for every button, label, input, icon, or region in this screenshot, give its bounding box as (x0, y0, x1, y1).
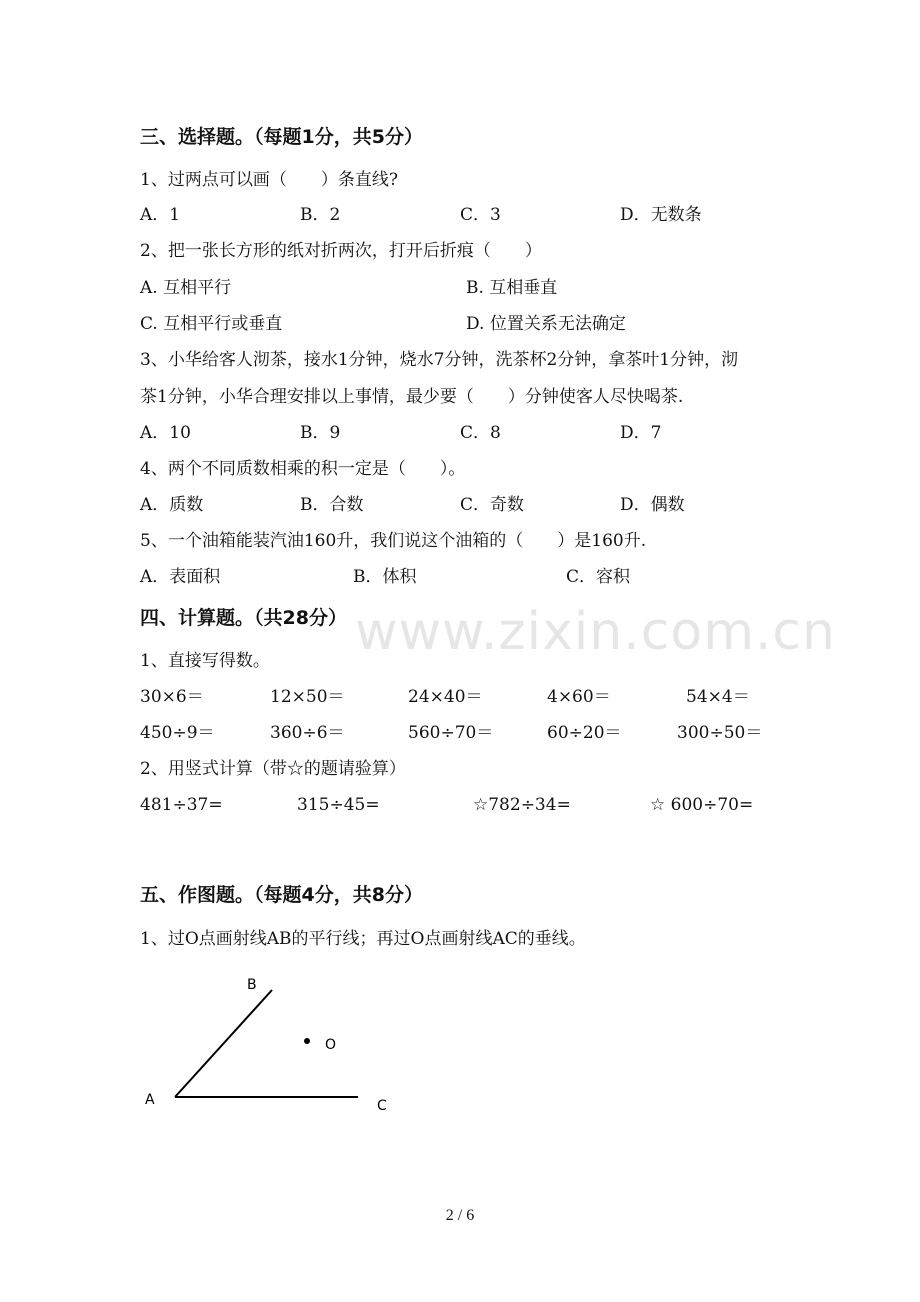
option: C．奇数 (460, 495, 525, 515)
calc-item: ☆ 600÷70= (650, 795, 754, 815)
question-3-4: 4、两个不同质数相乘的积一定是（ ）。 (140, 459, 466, 479)
calc-item: 315÷45= (297, 795, 380, 815)
question-4-2: 2、用竖式计算（带☆的题请验算） (140, 759, 406, 779)
option: D. 位置关系无法确定 (466, 314, 626, 334)
option: B. 互相垂直 (466, 278, 558, 298)
page-number: 2 / 6 (445, 1207, 475, 1224)
option: A．10 (140, 423, 191, 443)
point-o (304, 1038, 310, 1044)
option: D．无数条 (620, 205, 702, 225)
calc-item: 560÷70＝ (408, 723, 494, 743)
question-3-5: 5、一个油箱能装汽油160升，我们说这个油箱的（ ）是160升. (140, 531, 647, 551)
option: B．体积 (353, 567, 417, 587)
calc-item: ☆782÷34= (473, 795, 571, 815)
option: B．9 (300, 423, 341, 443)
section3-title: 三、选择题。（每题1分，共5分） (140, 126, 423, 148)
option: B．合数 (300, 495, 364, 515)
option: C. 互相平行或垂直 (140, 314, 283, 334)
question-3-3-cont: 茶1分钟，小华合理安排以上事情，最少要（ ）分钟使客人尽快喝茶. (140, 387, 684, 407)
option: D．偶数 (620, 495, 685, 515)
option: A．质数 (140, 495, 204, 515)
calc-item: 481÷37= (140, 795, 223, 815)
calc-item: 24×40＝ (408, 687, 483, 707)
option: D．7 (620, 423, 662, 443)
question-3-2: 2、把一张长方形的纸对折两次，打开后折痕（ ） (140, 241, 542, 261)
calc-item: 450÷9＝ (140, 723, 215, 743)
option: B．2 (300, 205, 341, 225)
option: C．3 (460, 205, 501, 225)
section4-title: 四、计算题。（共28分） (140, 607, 347, 629)
calc-item: 360÷6＝ (270, 723, 345, 743)
label-c: C (377, 1098, 387, 1114)
calc-item: 60÷20＝ (547, 723, 622, 743)
label-b: B (247, 977, 257, 993)
option: A. 互相平行 (140, 278, 232, 298)
calc-item: 30×6＝ (140, 687, 204, 707)
question-4-1: 1、直接写得数。 (140, 651, 270, 671)
watermark: www.zixin.com.cn (355, 602, 836, 662)
calc-item: 300÷50＝ (677, 723, 763, 743)
option: A．表面积 (140, 567, 221, 587)
label-o: O (325, 1037, 337, 1053)
calc-item: 54×4＝ (686, 687, 750, 707)
calc-item: 4×60＝ (547, 687, 611, 707)
section5-title: 五、作图题。（每题4分，共8分） (140, 884, 423, 906)
calc-item: 12×50＝ (270, 687, 345, 707)
option: A．1 (140, 205, 181, 225)
question-3-3: 3、小华给客人沏茶，接水1分钟，烧水7分钟，洗茶杯2分钟，拿茶叶1分钟，沏 (140, 350, 739, 370)
label-a: A (145, 1092, 155, 1108)
question-3-1: 1、过两点可以画（ ）条直线? (140, 170, 398, 190)
option: C．8 (460, 423, 501, 443)
option: C．容积 (566, 567, 631, 587)
ray-ab (175, 990, 272, 1097)
question-5-1: 1、过O点画射线AB的平行线；再过O点画射线AC的垂线。 (140, 929, 586, 949)
